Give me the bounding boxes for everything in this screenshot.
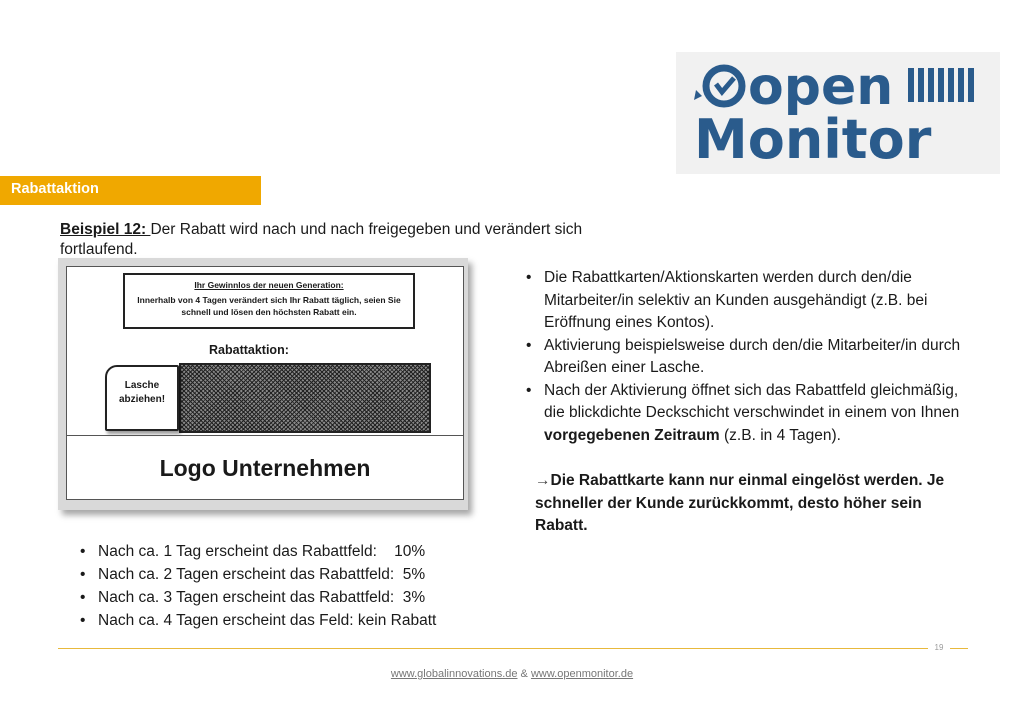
- bullet3-bold: vorgegebenen Zeitraum: [544, 426, 720, 444]
- arrow-icon: →: [535, 472, 551, 489]
- logo-line2: Monitor: [694, 108, 932, 171]
- openmonitor-link[interactable]: www.openmonitor.de: [530, 668, 634, 680]
- scratch-field: [179, 363, 431, 433]
- conclusion-body: Die Rabattkarte kann nur einmal eingelöst werden. Je schneller der Kunde zurückkommt, desto höher sein Rabatt.: [535, 472, 945, 534]
- example-description: [60, 220, 650, 260]
- list-item: • Nach ca. 4 Tagen erscheint das Feld: kein Rabatt: [78, 609, 498, 632]
- card-notice-box: [123, 273, 415, 329]
- logo-line1: open: [748, 57, 894, 117]
- list-item: • Nach ca. 1 Tag erscheint das Rabattfeld: 10%: [78, 540, 498, 563]
- pull-tab: [105, 365, 179, 431]
- tab-line2: abziehen!: [118, 394, 166, 405]
- footer-separator: &: [517, 668, 531, 680]
- list-item: • Die Rabattkarten/Aktionskarten werden durch den/die Mitarbeiter/in selektiv an Kunden ausgehändigt (z.B. bei Eröffnung eines Kontos).: [524, 267, 976, 335]
- open-monitor-logo: [676, 52, 1000, 174]
- footer-links: [0, 668, 1024, 680]
- tab-line1: Lasche: [124, 380, 160, 391]
- footer-rule-left: [58, 648, 928, 649]
- right-bullet-list: [524, 267, 976, 447]
- list-item: • Aktivierung beispielsweise durch den/die Mitarbeiter/in durch Abreißen einer Lasche.: [524, 335, 976, 380]
- conclusion-text: [535, 470, 965, 538]
- globalinnovations-link[interactable]: www.globalinnovations.de: [390, 668, 518, 680]
- page-number: 19: [934, 643, 944, 652]
- bullet3-before: Nach der Aktivierung öffnet sich das Rabattfeld gleichmäßig, die blickdichte Deckschicht verschwindet in einem von Ihnen: [544, 381, 960, 421]
- discount-schedule-list: [78, 540, 498, 632]
- example-text: Der Rabatt wird nach und nach freigegeben und verändert sich fortlaufend.: [60, 221, 583, 258]
- card-company-logo-text: Logo Unternehmen: [159, 455, 371, 481]
- list-item: • Nach ca. 3 Tagen erscheint das Rabattfeld: 3%: [78, 586, 498, 609]
- card-divider: [67, 435, 463, 436]
- card-rabatt-label: Rabattaktion:: [209, 343, 289, 357]
- list-item: • Nach ca. 2 Tagen erscheint das Rabattfeld: 5%: [78, 563, 498, 586]
- notice-body: Innerhalb von 4 Tagen verändert sich Ihr Rabatt täglich, seien Sie schnell und lösen den höchsten Rabatt ein.: [137, 295, 401, 317]
- section-title: Rabattaktion: [11, 181, 99, 197]
- example-label: Beispiel 12:: [60, 221, 151, 238]
- list-item: [524, 380, 976, 448]
- bullet3-after: (z.B. in 4 Tagen).: [719, 426, 841, 444]
- footer-rule-right: [950, 648, 968, 649]
- card-face: [66, 266, 464, 500]
- notice-title: Ihr Gewinnlos der neuen Generation:: [194, 280, 344, 290]
- rabatt-card-illustration: [58, 258, 468, 510]
- section-header: [0, 176, 261, 205]
